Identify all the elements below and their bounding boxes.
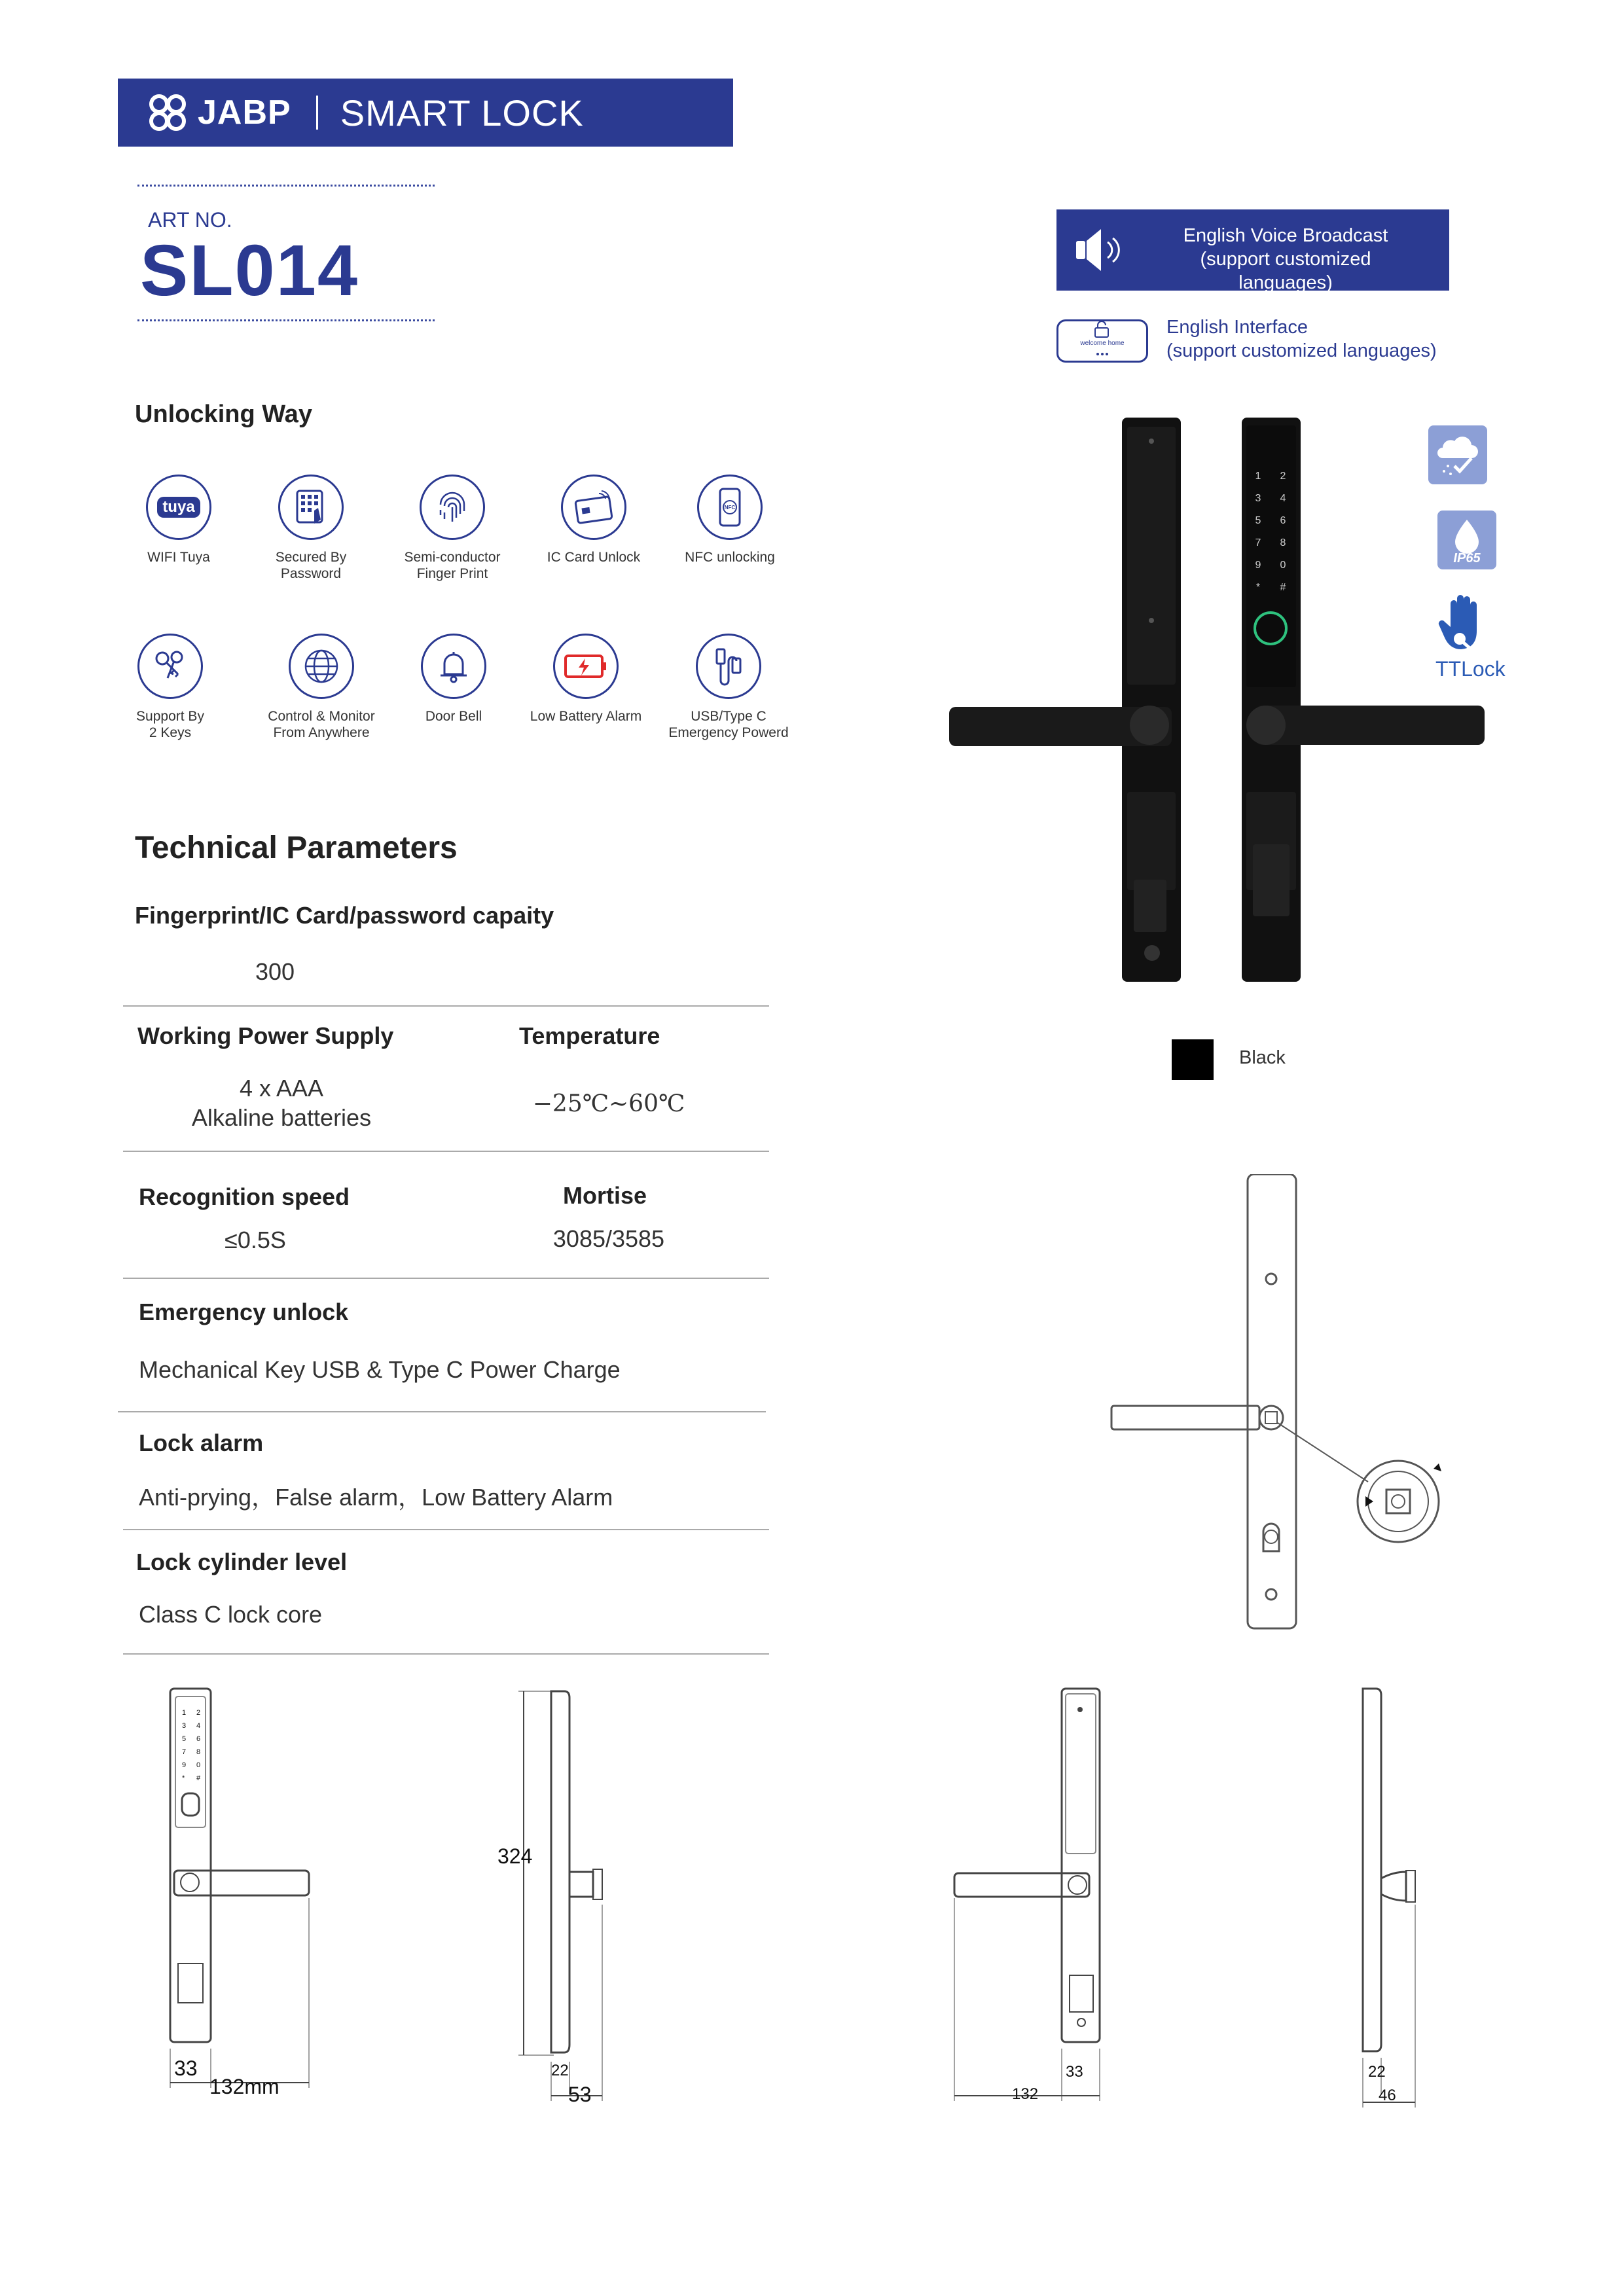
svg-text:3: 3 xyxy=(182,1722,187,1730)
fingerprint-icon xyxy=(420,475,485,540)
dim-front-width: 132mm xyxy=(209,2075,280,2098)
keypad-key: 3 xyxy=(1255,493,1261,504)
capacity-title: Fingerprint/IC Card/password capaity xyxy=(135,902,554,929)
feature-password xyxy=(232,475,389,582)
emergency-value: Mechanical Key USB & Type C Power Charge xyxy=(139,1356,621,1383)
screen-welcome-text: welcome home xyxy=(1080,340,1125,347)
divider xyxy=(123,1278,769,1279)
alarm-value: Anti-prying，False alarm，Low Battery Alarm xyxy=(139,1484,613,1511)
svg-text:1: 1 xyxy=(182,1709,187,1717)
model-number: SL014 xyxy=(140,230,359,311)
divider-dotted-top xyxy=(137,185,435,187)
alarm-title: Lock alarm xyxy=(139,1429,264,1456)
feature-label: WIFI Tuya xyxy=(147,550,210,565)
feature-usb-type-c xyxy=(650,634,807,741)
color-label: Black xyxy=(1239,1047,1286,1068)
mortise-value: 3085/3585 xyxy=(552,1225,665,1252)
divider xyxy=(123,1653,769,1655)
dim-front-width-small: 33 xyxy=(174,2056,198,2080)
front-view-drawing xyxy=(157,1682,340,2108)
keypad-key: 8 xyxy=(1280,537,1286,548)
feature-label: Low Battery Alarm xyxy=(530,709,642,724)
svg-text:6: 6 xyxy=(196,1735,201,1743)
bell-icon xyxy=(421,634,486,699)
temperature-value: −25℃~60℃ xyxy=(532,1090,685,1117)
tuya-icon xyxy=(146,475,211,540)
feature-label: Semi-conductor Finger Print xyxy=(404,550,501,581)
divider xyxy=(118,1411,766,1412)
keypad-icon xyxy=(278,475,344,540)
divider-dotted-bottom xyxy=(137,319,435,321)
keypad-key: 5 xyxy=(1255,515,1261,526)
header-title: SMART LOCK xyxy=(340,92,584,134)
ttlock-label: TTLock xyxy=(1435,657,1506,681)
emergency-title: Emergency unlock xyxy=(139,1299,349,1325)
feature-fingerprint xyxy=(374,475,531,582)
interface-line1: English Interface xyxy=(1166,317,1308,338)
dim-side-height: 324 xyxy=(497,1844,533,1868)
divider xyxy=(123,1005,769,1007)
feature-label: Control & Monitor From Anywhere xyxy=(268,709,375,740)
divider xyxy=(123,1151,769,1152)
cylinder-value: Class C lock core xyxy=(139,1601,323,1628)
feature-nfc xyxy=(651,475,808,565)
mortise-title: Mortise xyxy=(563,1182,647,1209)
dim-back-width: 132 xyxy=(1012,2085,1039,2103)
keypad-key: * xyxy=(1255,582,1261,593)
color-swatch-black xyxy=(1172,1039,1214,1080)
voice-broadcast-text xyxy=(1155,224,1416,295)
handle-rotation-drawing xyxy=(1106,1174,1460,1632)
back-view-drawing xyxy=(949,1682,1119,2108)
power-value-line2: Alkaline batteries xyxy=(191,1104,372,1131)
feature-label: Secured By Password xyxy=(275,550,347,581)
dim-side-depth-small: 22 xyxy=(551,2062,569,2079)
divider xyxy=(123,1529,769,1530)
voice-line1: English Voice Broadcast xyxy=(1183,225,1388,246)
recognition-value: ≤0.5S xyxy=(225,1227,286,1253)
dim-back-side-small: 22 xyxy=(1368,2063,1386,2081)
power-title: Working Power Supply xyxy=(137,1022,394,1049)
svg-text:4: 4 xyxy=(196,1722,201,1730)
low-battery-icon xyxy=(553,634,619,699)
svg-text:7: 7 xyxy=(182,1748,187,1756)
dim-back-side: 46 xyxy=(1379,2087,1396,2104)
side-view-drawing xyxy=(514,1682,632,2108)
keypad-key: 7 xyxy=(1255,537,1261,548)
svg-text:2: 2 xyxy=(196,1709,201,1717)
recognition-title: Recognition speed xyxy=(139,1183,350,1210)
svg-text:0: 0 xyxy=(196,1761,201,1769)
art-no-label: ART NO. xyxy=(148,208,232,232)
feature-low-battery xyxy=(507,634,664,725)
dim-side-depth: 53 xyxy=(568,2083,592,2106)
feature-label: IC Card Unlock xyxy=(547,550,641,565)
unlocking-way-title: Unlocking Way xyxy=(135,401,312,428)
keypad-key: 2 xyxy=(1280,471,1286,482)
voice-line2: (support customized languages) xyxy=(1200,249,1371,293)
speaker-icon xyxy=(1074,225,1126,275)
brand-logo-icon xyxy=(148,93,187,132)
keypad-key: # xyxy=(1280,582,1286,593)
power-value-line1: 4 x AAA xyxy=(239,1075,324,1102)
tuya-logo-text: tuya xyxy=(157,497,200,518)
feature-label: Support By 2 Keys xyxy=(136,709,204,740)
keypad-key: 0 xyxy=(1280,560,1286,571)
keys-icon xyxy=(137,634,203,699)
feature-label: USB/Type C Emergency Powerd xyxy=(668,709,789,740)
keypad-key: 1 xyxy=(1255,471,1261,482)
feature-ic-card xyxy=(515,475,672,565)
dim-back-width-small: 33 xyxy=(1066,2063,1083,2081)
svg-text:*: * xyxy=(182,1774,185,1782)
interface-line2: (support customized languages) xyxy=(1166,340,1437,361)
svg-text:8: 8 xyxy=(196,1748,201,1756)
keypad-key: 6 xyxy=(1280,515,1286,526)
feature-label: NFC unlocking xyxy=(685,550,775,565)
globe-icon xyxy=(289,634,354,699)
svg-text:9: 9 xyxy=(182,1761,187,1769)
brand-name: JABP xyxy=(198,94,291,132)
power-value xyxy=(151,1073,412,1132)
usb-icon xyxy=(696,634,761,699)
technical-parameters-title: Technical Parameters xyxy=(135,831,458,865)
cylinder-title: Lock cylinder level xyxy=(136,1549,348,1575)
back-side-view-drawing xyxy=(1335,1682,1434,2108)
header-divider xyxy=(316,96,318,130)
capacity-value: 300 xyxy=(255,958,295,985)
header-banner xyxy=(118,79,733,147)
temperature-title: Temperature xyxy=(519,1022,660,1049)
ip65-label: IP65 xyxy=(1453,551,1481,565)
keypad-key: 9 xyxy=(1255,560,1261,571)
keypad-key: 4 xyxy=(1280,493,1286,504)
feature-keys xyxy=(92,634,249,741)
feature-label: Door Bell xyxy=(425,709,482,724)
screen-interface-icon xyxy=(1056,319,1148,363)
svg-text:NFC: NFC xyxy=(724,505,736,511)
nfc-phone-icon xyxy=(697,475,763,540)
interface-text xyxy=(1166,315,1437,363)
svg-text:#: # xyxy=(196,1774,201,1782)
product-image-front-back xyxy=(949,412,1486,988)
card-icon xyxy=(561,475,626,540)
voice-broadcast-badge xyxy=(1056,209,1449,291)
svg-text:5: 5 xyxy=(182,1735,187,1743)
